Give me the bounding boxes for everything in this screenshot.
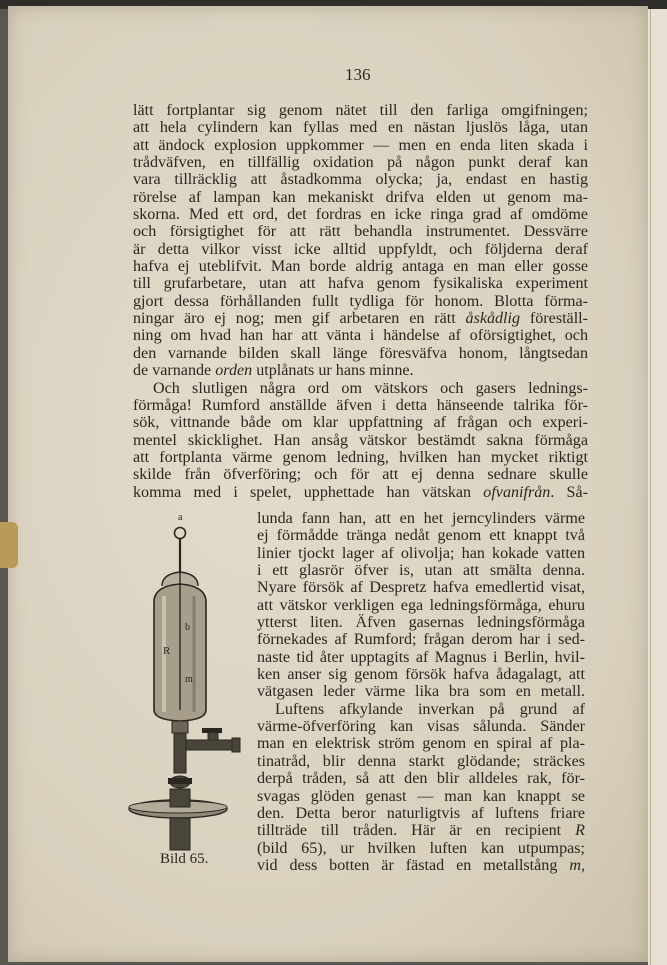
text-line: den varnande bilden skall länge föresväfva honom, långtsedan [133,344,588,362]
text-fragment: tillträde till tråden. Här är en recipient [257,822,562,840]
text-line: gjort dessa förhållanden fullt tydliga för honom. Blotta förma- [133,292,588,310]
text-line: förnekades af Rumford; frågan derom har i sed- [257,631,585,649]
text-line: och försigtighet för att rätt behandla instrumentet. Dessvärre [133,223,588,241]
italic-word: ofvanifrån [483,483,551,501]
text-line: vara tillräcklig att åstadkomma olycka; ja, endast en hastig [133,171,588,189]
text-line: naste tid åter upptagits af Magnus i Berlin, hvil- [257,648,585,666]
page-right-margin-strip [648,9,667,965]
text-line: ning om hvad han har att vänta i händelse af oförsigtighet, och [133,327,588,345]
text-fragment: de varnande [133,362,212,380]
text-line: vätgasen leder värme lika bra som en metall. [257,683,585,701]
text-line-composite [257,857,585,874]
base-plate [129,789,227,850]
text-line: derpå tråden, så att den blir alldeles rak, för- [257,770,585,788]
text-line: (bild 65), ur hvilken luften kan utpumpas; [257,839,585,857]
recipient-jar [154,572,206,721]
text-fragment: vid dess botten är fästad en metallstång [257,856,558,874]
text-line: värme-öfverföring kan visas sålunda. Sänder [257,718,585,736]
bookmark-tab [0,522,18,568]
text-line: ytterst liten. Äfven gasernas ledningsförmåga [257,614,585,632]
text-line: att fortplanta värme genom ledning, hvilken han mycket riktigt [133,448,588,466]
text-fragment: . Så- [550,483,588,501]
italic-letter: m, [569,856,585,874]
text-line-composite [133,310,588,327]
text-line: rörelse af lampan kan mekaniskt drifva elden ut genom ma- [133,188,588,206]
text-line: till grufarbetare, utan att hafva genom fysikaliska experiment [133,275,588,293]
text-line: att ändock explosion uppkommer — men en enda liten skada i [133,136,588,154]
text-line: att hela cylindern kan fyllas med en nästan ljuslös låga, utan [133,119,588,137]
figure-bild-65-apparatus [128,512,246,852]
text-line: svagas glöden genast — man kan knappt se [257,787,585,805]
text-line: lätt fortplantar sig genom nätet till den farliga omgifningen; [133,102,588,119]
body-text-wrapped [257,510,585,874]
text-line: att vätskor verkligen ega ledningsförmåga, ehuru [257,596,585,614]
text-line: skilde från öfverföring; och för att ej denna sednare skulle [133,466,588,484]
text-line: hafva ej uteblifvit. Man borde aldrig antaga en man eller gosse [133,258,588,276]
text-line: sök, vittnande både om klar uppfattning af frågan och experi- [133,414,588,432]
figure-label-a: a [178,512,183,523]
text-line: den. Detta beror naturligtvis af luftens friare [257,804,585,822]
text-line-composite [133,362,588,379]
text-line: förmåga! Rumford anställde äfven i detta hänseende talrika för- [133,396,588,414]
text-line: Och slutligen några ord om vätskors och gasers lednings- [153,379,588,397]
text-line-composite [257,822,585,839]
valve-stem [172,721,240,773]
text-line: ken anser sig genom försök hafva ådagalagt, att [257,666,585,684]
text-line: mentel skicklighet. Han ansåg vätskor bestämdt sakna förmåga [133,431,588,449]
text-line: Nyare försök af Despretz hafva emedlertid visat, [257,579,585,597]
text-line: i ett glasrör öfver is, utan att smälta denna. [257,562,585,580]
text-fragment: ningar äro ej nog; men gif arbetaren en rätt [133,310,456,328]
figure-label-b: b [185,622,190,633]
text-line: lunda fann han, att en het jerncylinders värme [257,510,585,527]
italic-word: åskådlig [465,310,521,328]
electrode-terminal-ring-icon [175,528,186,539]
figure-label-R: R [163,645,171,657]
text-line-composite [133,484,588,501]
text-fragment: föreställ- [529,310,588,328]
text-line: skorna. Med ett ord, det fordras en icke ringa grad af omdöme [133,206,588,224]
text-line: tinatråd, blir denna starkt glödande; sträckes [257,752,585,770]
text-line: är detta vilkor visst icke alltid uppfyldt, och följderna deraf [133,240,588,258]
text-line: Luftens afkylande inverkan på grund af [275,700,585,718]
text-line: ej förmådde tränga nedåt genom ett knappt två [257,527,585,545]
figure-caption: Bild 65. [160,851,209,867]
text-line: man en elektrisk ström genom en spiral af pla- [257,735,585,753]
italic-word: orden [215,362,253,380]
body-text-top [133,102,588,501]
italic-letter: R [575,822,585,840]
text-fragment: komma med i spelet, upphettade han vätskan [133,483,472,501]
text-fragment: utplånats ur hans minne. [256,362,414,380]
page-number: 136 [345,65,371,84]
text-line: linier tjockt lager af olivolja; han kokade vatten [257,544,585,562]
figure-label-m: m [185,674,193,685]
text-line: trådväfven, en tillfällig oxidation på någon punkt deraf kan [133,154,588,172]
stopcock-knob-icon [168,776,192,788]
